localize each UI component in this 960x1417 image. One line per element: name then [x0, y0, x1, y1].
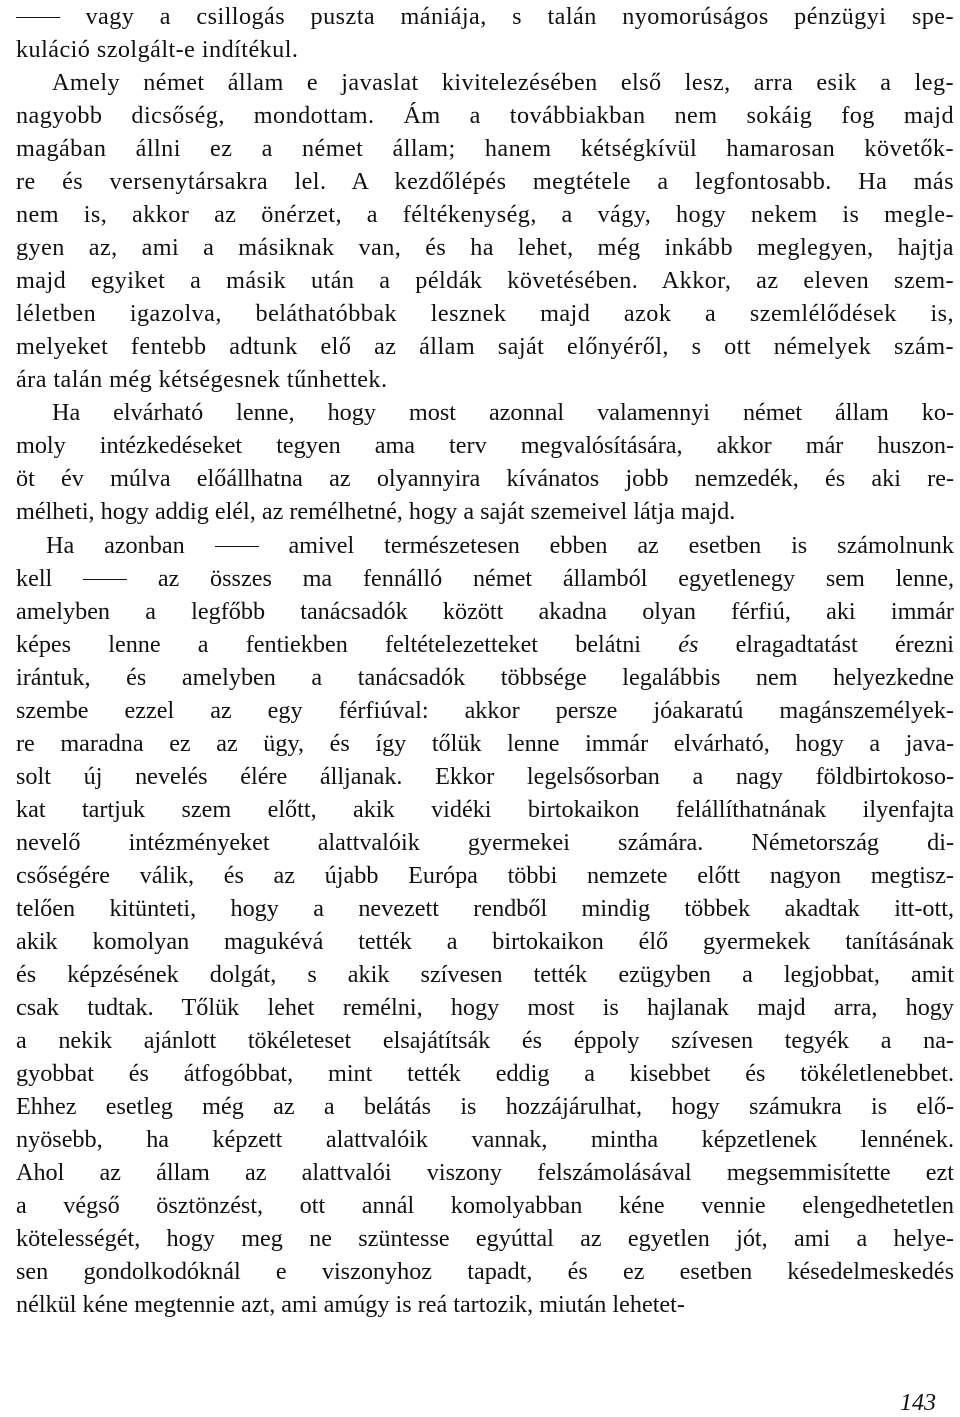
text-line: [16, 1290, 954, 1320]
line-text: gyen az, ami a másiknak van, és ha lehet, még inkább meglegyen, hajtja: [16, 234, 954, 261]
line-text: Ahol az állam az alattvalói viszony felszámolásával megsemmisítette ezt: [16, 1159, 954, 1186]
text-line: [16, 795, 954, 825]
line-text: szembe ezzel az egy férfiúval: akkor persze jóakaratú magánszemélyek-: [16, 697, 954, 724]
line-text-prefix: Ha azonban: [46, 532, 215, 559]
line-text: akik komolyan magukévá tették a birtokaikon élő gyermekek tanításának: [16, 928, 954, 955]
line-text: amelyben a legfőbb tanácsadók között akadna olyan férfiú, aki immár: [16, 598, 954, 625]
line-text: majd egyiket a másik után a példák követésében. Akkor, az eleven szem-: [16, 267, 954, 294]
text-line: [16, 1026, 954, 1056]
line-text: és képzésének dolgát, s akik szívesen tették ezügyben a legjobbat, amit: [16, 961, 954, 988]
line-text: vagy a csillogás puszta mániája, s talán nyomorúságos pénzügyi spe-: [60, 3, 954, 30]
line-text: solt új nevelés élére álljanak. Ekkor legelsősorban a nagy földbirtokoso-: [16, 763, 954, 790]
text-line: [16, 299, 954, 329]
em-dash: [16, 17, 60, 18]
text-line: [16, 2, 954, 32]
text-line: [16, 101, 954, 131]
line-text-suffix: elragadtatást érezni: [735, 631, 955, 658]
text-line: [16, 1257, 954, 1287]
text-line: [16, 564, 954, 594]
line-text: telően kitünteti, hogy a nevezett rendből mindig többek akadtak itt-ott,: [16, 895, 954, 922]
text-line: [46, 531, 954, 561]
text-line: [16, 1092, 954, 1122]
line-text-prefix: kell: [16, 565, 84, 592]
line-text: moly intézkedéseket tegyen ama terv megvalósítására, akkor már huszon-: [16, 432, 954, 459]
line-text: kat tartjuk szem előtt, akik vidéki birtokaikon felállíthatnának ilyenfajta: [16, 796, 954, 823]
text-line: [16, 762, 954, 792]
em-dash: [215, 546, 259, 547]
text-line: [16, 365, 954, 395]
line-text: re és versenytársakra lel. A kezdőlépés megtétele a legfontosabb. Ha más: [16, 168, 954, 195]
line-text: a nekik ajánlott tökéleteset elsajátítsák és éppoly szívesen tegyék a na-: [16, 1027, 954, 1054]
text-line: [16, 431, 954, 461]
line-text: ára talán még kétségesnek tűnhettek.: [16, 366, 388, 393]
line-text: melyeket fentebb adtunk elő az állam saját előnyéről, s ott némelyek szám-: [16, 333, 954, 360]
line-text: csőségére válik, és az újabb Európa többi nemzete előtt nagyon megtisz-: [16, 862, 954, 889]
line-text: csak tudtak. Tőlük lehet remélni, hogy most is hajlanak majd arra, hogy: [16, 994, 954, 1021]
line-text: nevelő intézményeket alattvalóik gyermekei számára. Németország di-: [16, 829, 954, 856]
text-line: [16, 35, 954, 65]
line-text: sen gondolkodóknál e viszonyhoz tapadt, és ez esetben késedelmeskedés: [16, 1258, 954, 1285]
line-text: nagyobb dicsőség, mondottam. Ám a továbbiakban nem sokáig fog majd: [16, 102, 954, 129]
text-line: [16, 134, 954, 164]
text-line: [16, 1224, 954, 1254]
line-text: irántuk, és amelyben a tanácsadók többsége legalábbis nem helyezkedne: [16, 664, 954, 691]
page-number: 143: [900, 1390, 936, 1416]
line-text: kötelességét, hogy meg ne szüntesse egyúttal az egyetlen jót, ami a helye-: [16, 1225, 954, 1252]
line-text: magában állni ez a német állam; hanem kétségkívül hamarosan követők-: [16, 135, 954, 162]
text-line: [16, 597, 954, 627]
line-text: Ehhez esetleg még az a belátás is hozzájárulhat, hogy számukra is elő-: [16, 1093, 954, 1120]
text-line: [16, 861, 954, 891]
text-line: [16, 1191, 954, 1221]
text-line: [16, 1158, 954, 1188]
line-text: a végső ösztönzést, ott annál komolyabban kéne vennie elengedhetetlen: [16, 1192, 954, 1219]
line-text: képes lenne a fentiekben feltételezetteket belátni: [16, 631, 642, 658]
text-line: [16, 894, 954, 924]
line-text: Ha elvárható lenne, hogy most azonnal valamennyi német állam ko-: [52, 399, 954, 426]
line-text: amivel természetesen ebben az esetben is számolnunk: [258, 532, 954, 559]
text-line: [16, 993, 954, 1023]
line-text: léletben igazolva, beláthatóbbak lesznek majd azok a szemlélődések is,: [16, 300, 954, 327]
text-line: [16, 1059, 954, 1089]
text-line: [16, 332, 954, 362]
line-text: kuláció szolgált-e indítékul.: [16, 36, 299, 63]
text-line: [52, 398, 954, 428]
text-line: [16, 464, 954, 494]
line-text: Amely német állam e javaslat kivitelezésében első lesz, arra esik a leg-: [52, 69, 954, 96]
line-text: gyobbat és átfogóbbat, mint tették eddig a kisebbet és tökéletlenebbet.: [16, 1060, 954, 1087]
text-line: [16, 663, 954, 693]
italic-word: és: [678, 631, 699, 658]
text-line: [16, 960, 954, 990]
line-text: nélkül kéne megtennie azt, ami amúgy is reá tartozik, miután lehetet-: [16, 1291, 685, 1318]
text-line: [16, 927, 954, 957]
text-line: [16, 167, 954, 197]
line-text: nem is, akkor az önérzet, a féltékenység, a vágy, hogy nekem is megle-: [16, 201, 954, 228]
text-line: [52, 68, 954, 98]
em-dash: [83, 579, 127, 580]
text-line: [16, 1125, 954, 1155]
text-line: [16, 200, 954, 230]
line-text: öt év múlva előállhatna az olyannyira kívánatos jobb nemzedék, és aki re-: [16, 465, 954, 492]
text-line: [16, 828, 954, 858]
line-text: az összes ma fennálló német államból egyetlenegy sem lenne,: [127, 565, 954, 592]
line-text: re maradna ez az ügy, és így tőlük lenne immár elvárható, hogy a java-: [16, 730, 954, 757]
line-text: nyösebb, ha képzett alattvalóik vannak, mintha képzetlenek lennének.: [16, 1126, 954, 1153]
text-line: [16, 630, 954, 660]
text-line: [16, 233, 954, 263]
text-line: [16, 696, 954, 726]
text-line: [16, 497, 954, 527]
line-text: mélheti, hogy addig elél, az remélhetné, hogy a saját szemeivel látja majd.: [16, 498, 736, 525]
text-line: [16, 729, 954, 759]
text-line: [16, 266, 954, 296]
